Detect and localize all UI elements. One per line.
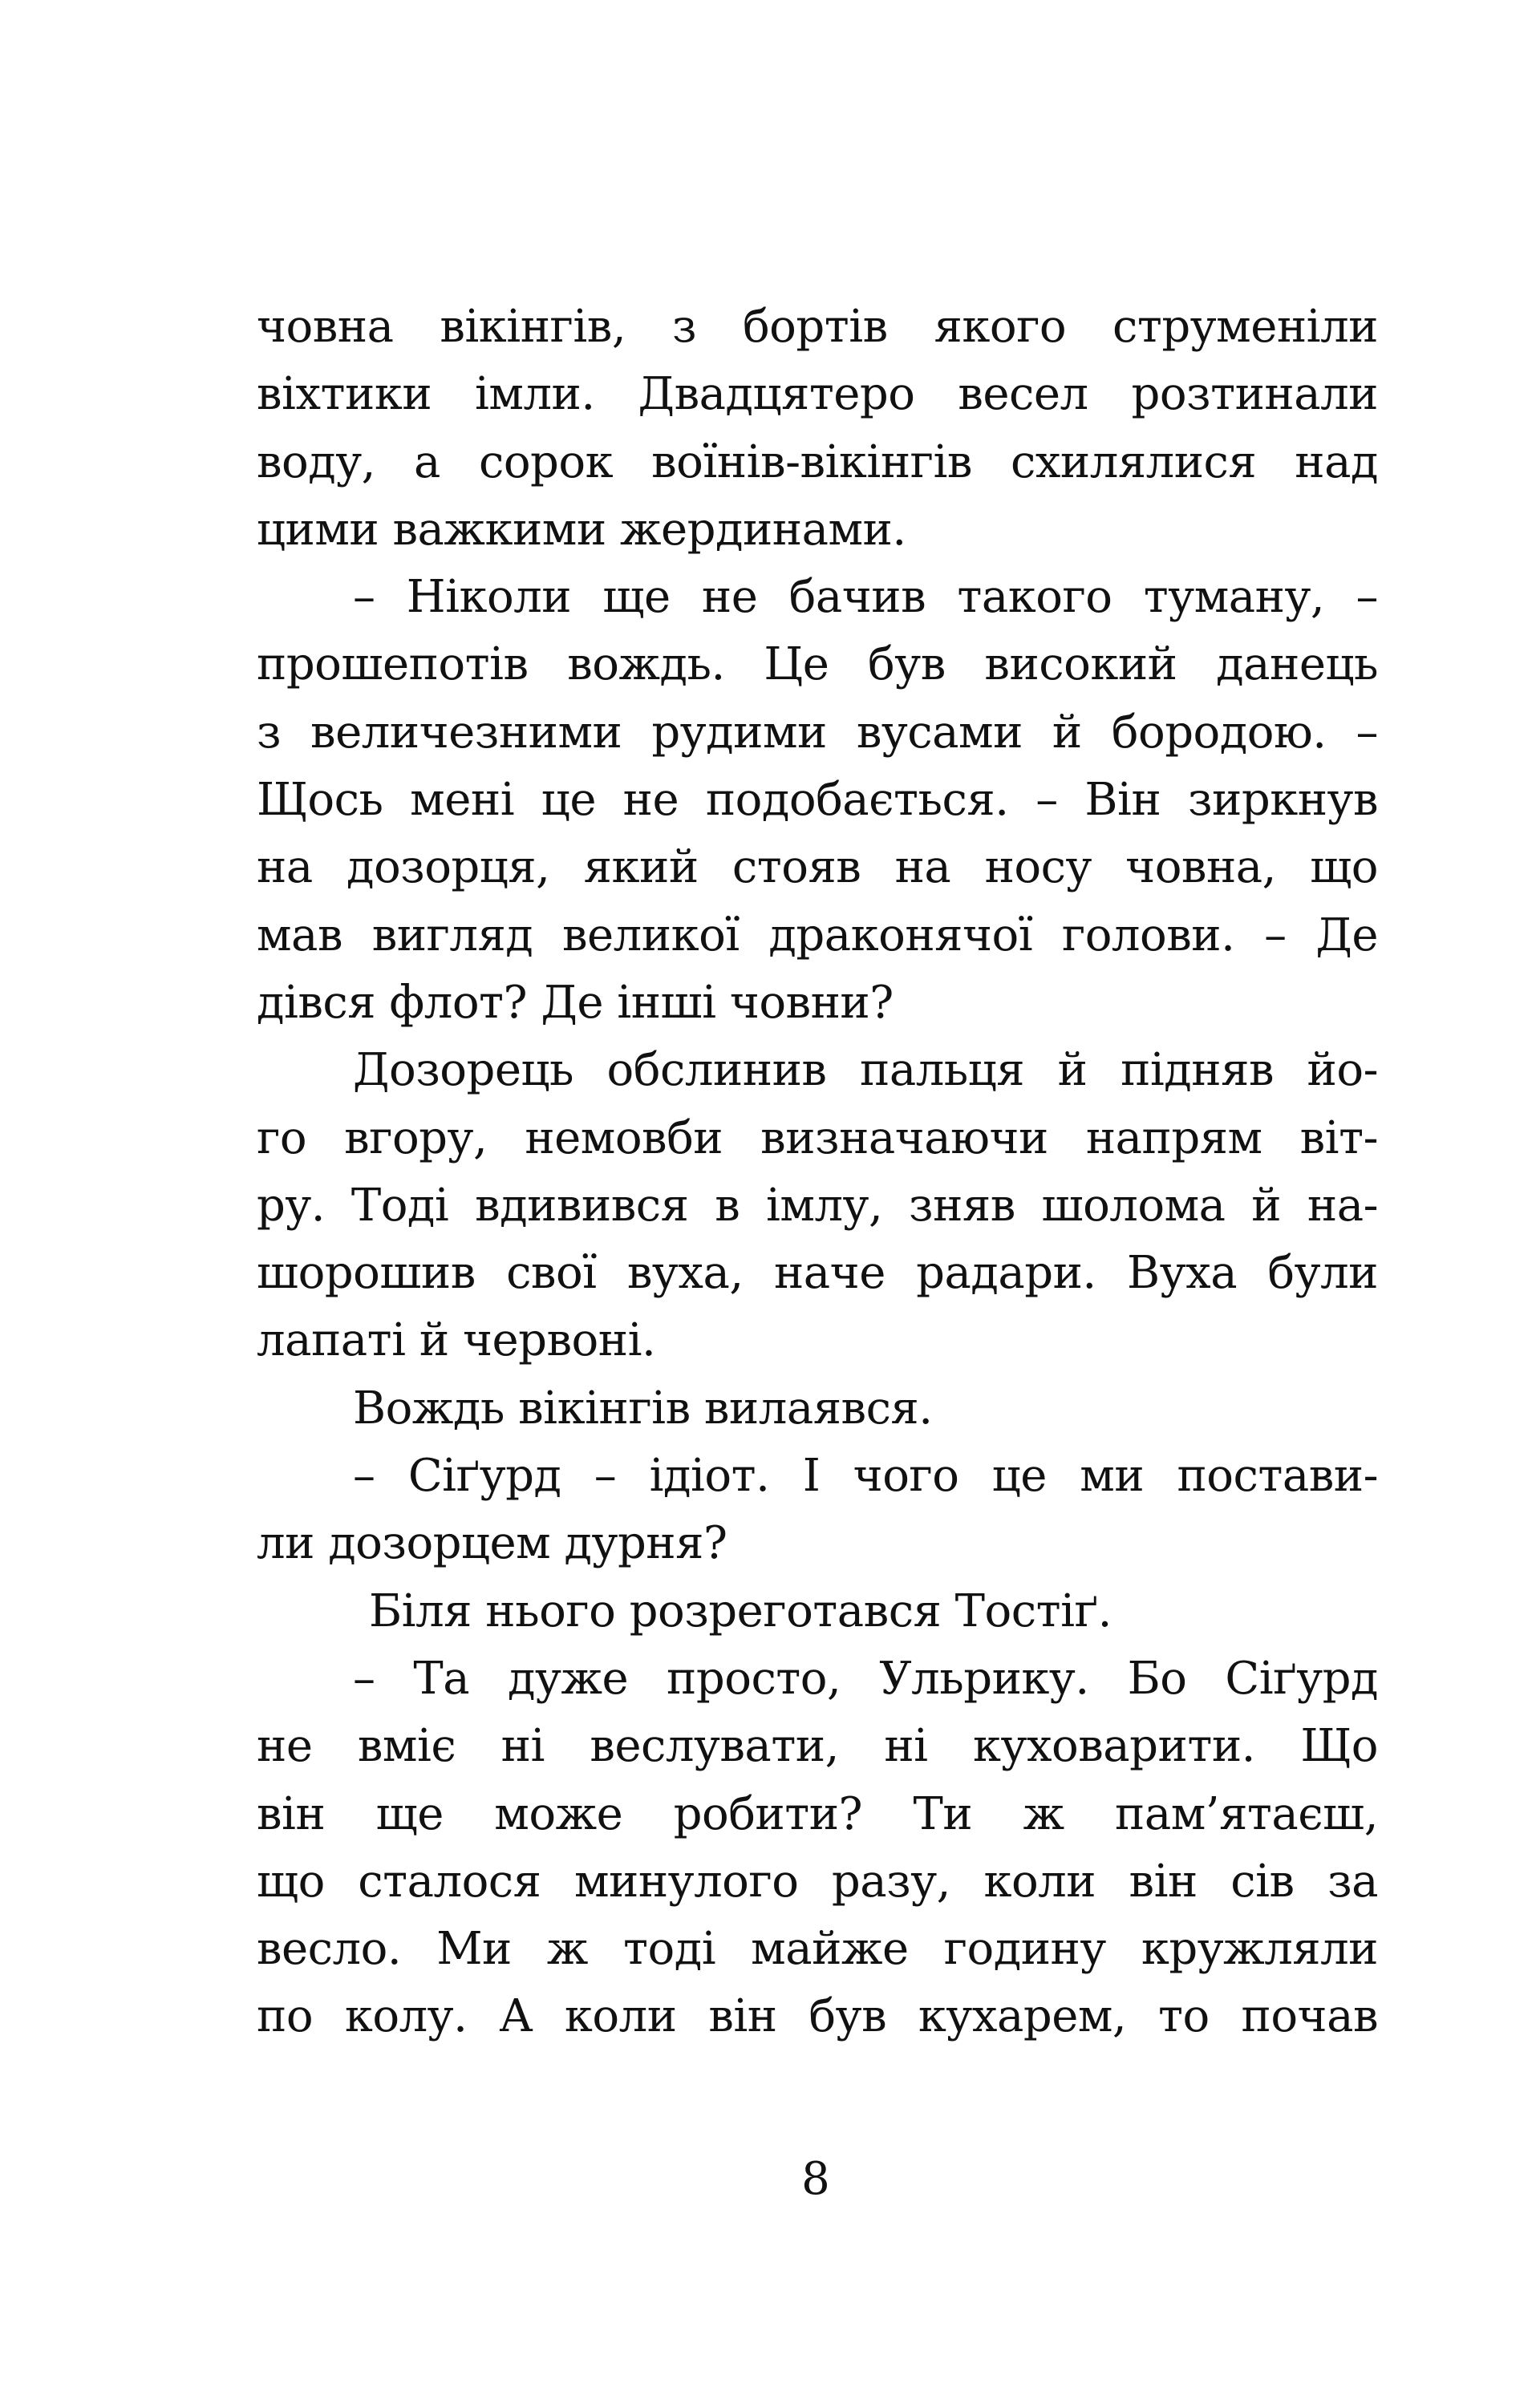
text-line: що сталося минулого разу, коли він сів за	[257, 1855, 1378, 1908]
text-line: віхтики імли. Двадцятеро весел розтинали	[257, 368, 1378, 421]
text-line: дівся флот? Де інші човни?	[257, 976, 894, 1029]
text-line: ру. Тоді вдивився в імлу, зняв шолома й на-	[257, 1179, 1378, 1232]
text-line: шорошив свої вуха, наче радари. Вуха були	[257, 1247, 1378, 1300]
text-line: прошепотів вождь. Це був високий данець	[257, 638, 1378, 691]
text-line: го вгору, немовби визначаючи напрям віт-	[257, 1111, 1378, 1164]
text-line: цими важкими жердинами.	[257, 503, 906, 556]
text-line: – Ніколи ще не бачив такого туману, –	[353, 571, 1378, 624]
text-line: ли дозорцем дурня?	[257, 1517, 727, 1570]
text-line: Щось мені це не подобається. – Він зиркнув	[257, 774, 1378, 827]
text-line: лапаті й червоні.	[257, 1314, 656, 1367]
text-line: воду, а сорок воїнів-вікінгів схилялися над	[257, 435, 1378, 488]
text-line: не вміє ні веслувати, ні куховарити. Що	[257, 1720, 1378, 1773]
text-line: Дозорець обслинив пальця й підняв йо-	[353, 1044, 1378, 1097]
text-line: весло. Ми ж тоді майже годину кружляли	[257, 1923, 1378, 1976]
text-line: по колу. А коли він був кухарем, то почав	[257, 1990, 1378, 2043]
text-line: – Сіґурд – ідіот. І чого це ми постави-	[353, 1450, 1378, 1503]
text-line: мав вигляд великої драконячої голови. – Де	[257, 909, 1378, 961]
text-line: з величезними рудими вусами й бородою. –	[257, 706, 1378, 759]
text-line: він ще може робити? Ти ж пам’ятаєш,	[257, 1787, 1378, 1840]
text-line: – Та дуже просто, Ульрику. Бо Сіґурд	[353, 1652, 1378, 1705]
text-line: Вождь вікінгів вилаявся.	[353, 1382, 933, 1435]
text-line: на дозорця, який стояв на носу човна, що	[257, 841, 1378, 894]
book-page-body	[257, 293, 1378, 2051]
text-line: човна вікінгів, з бортів якого струменіли	[257, 301, 1378, 353]
text-line: Біля нього розреготався Тостіґ.	[369, 1584, 1112, 1637]
page-number: 8	[801, 2153, 830, 2205]
